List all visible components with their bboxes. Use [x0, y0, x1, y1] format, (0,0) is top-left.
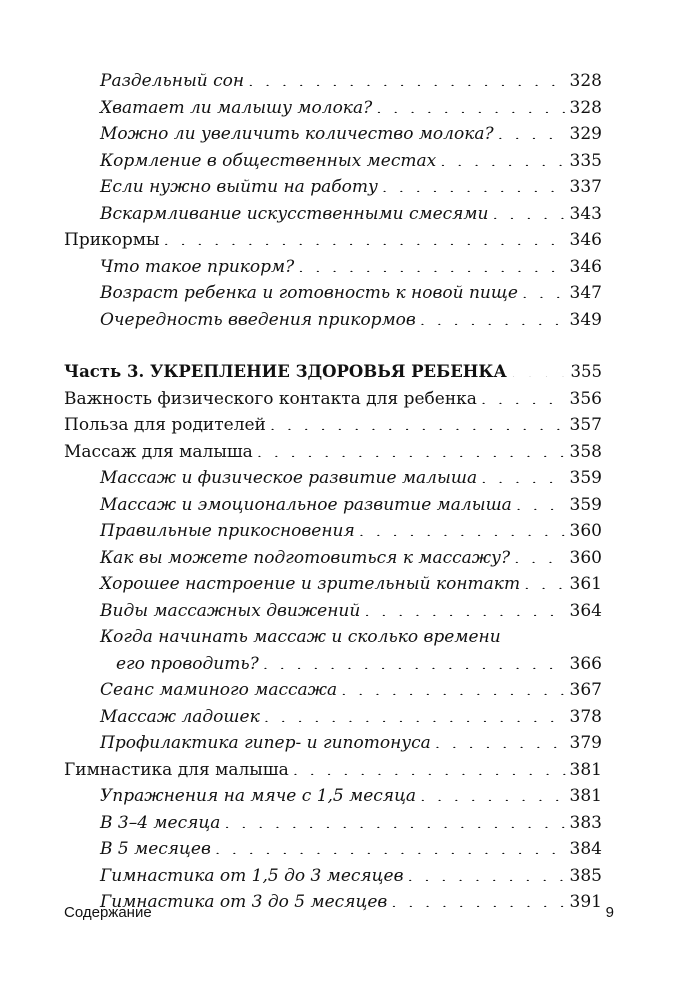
toc-dot-leader: [420, 784, 565, 801]
toc-entry: [64, 863, 602, 890]
toc-dot-leader: [435, 731, 566, 748]
toc-dot-leader: [511, 361, 567, 378]
toc-entry: [64, 545, 602, 572]
toc-dot-leader: [376, 96, 565, 113]
toc-entry-title: Хорошее настроение и зрительный контакт: [100, 571, 524, 598]
toc-entry: [64, 307, 602, 334]
toc-dot-leader: [382, 175, 566, 192]
toc-dot-leader: [257, 440, 566, 457]
toc-entry-page: 337: [569, 177, 602, 197]
toc-entry-page: 343: [569, 203, 602, 224]
toc-dot-leader: [341, 678, 565, 695]
toc-entry: [64, 174, 602, 201]
toc-entry: [64, 518, 602, 545]
page-footer: [64, 904, 614, 921]
toc-entry-title: Важность физического контакта для ребенка: [64, 386, 481, 413]
toc-entry-title: Что такое прикорм?: [100, 254, 298, 281]
toc-entry-page: 361: [569, 574, 602, 594]
toc-dot-leader: [524, 572, 565, 589]
toc-entry-title: Сеанс маминого массажа: [100, 677, 341, 704]
toc-entry-page: 355: [570, 362, 602, 381]
toc-entry-title: Массаж и физическое развитие малыша: [100, 465, 481, 492]
toc-entry: [64, 757, 602, 784]
toc-entry: [64, 201, 602, 228]
toc-entry-page: 359: [569, 494, 602, 515]
toc-entry-title: Очередность введения прикормов: [100, 307, 420, 334]
toc-entry-page: 367: [569, 680, 602, 700]
toc-entry: [64, 624, 602, 651]
toc-entry-title: Профилактика гипер- и гипотонуса: [100, 730, 435, 757]
toc-entry-page: 359: [569, 468, 602, 488]
toc-dot-leader: [440, 149, 565, 166]
toc-entry: [64, 783, 602, 810]
toc-entry: [64, 810, 602, 837]
toc-entry-title: Массаж и эмоциональное развитие малыша: [100, 492, 516, 519]
toc-entry-page: 335: [569, 150, 602, 171]
toc-entry: [64, 730, 602, 757]
toc-dot-leader: [481, 466, 565, 483]
toc-entry-title: Можно ли увеличить количество молока?: [100, 121, 498, 148]
toc-entry-page: 329: [569, 124, 602, 144]
toc-entry: [64, 227, 602, 254]
toc-entry-page: 364: [569, 600, 602, 621]
toc-entry: [64, 121, 602, 148]
toc-dot-leader: [293, 758, 566, 775]
toc-entry-page: 328: [569, 71, 602, 91]
toc-entry-title: Упражнения на мяче с 1,5 месяца: [100, 783, 420, 810]
toc-entry-title: Как вы можете подготовиться к массажу?: [100, 545, 514, 572]
toc-entry-page: 346: [569, 256, 602, 277]
toc-entry-title: Гимнастика от 1,5 до 3 месяцев: [100, 863, 408, 890]
toc-entry: [64, 651, 602, 678]
toc-dot-leader: [516, 493, 566, 510]
toc-dot-leader: [270, 413, 566, 430]
toc-entry-page: 357: [569, 415, 602, 435]
toc-entry-title: Виды массажных движений: [100, 598, 364, 625]
toc-entry-title: Массаж ладошек: [100, 704, 264, 731]
toc-entry-title: В 3–4 месяца: [100, 810, 224, 837]
toc-dot-leader: [492, 202, 565, 219]
toc-entry-title: Гимнастика от 3 до 5 месяцев: [100, 889, 391, 916]
toc-dot-leader: [498, 122, 566, 139]
toc-dot-leader: [481, 387, 566, 404]
toc-entry: [64, 571, 602, 598]
toc-entry-page: 328: [569, 97, 602, 118]
toc-entry: [64, 598, 602, 625]
toc-entry-page: 346: [569, 230, 602, 250]
toc-entry: [64, 386, 602, 413]
toc-entry-title: В 5 месяцев: [100, 836, 215, 863]
toc-entry-page: 385: [569, 865, 602, 886]
toc-entry: [64, 359, 602, 386]
toc-entry-title: Польза для родителей: [64, 412, 270, 439]
toc-entry: [64, 439, 602, 466]
toc-entry-page: 384: [569, 839, 602, 859]
toc-entry-page: 360: [569, 521, 602, 541]
toc-dot-leader: [364, 599, 565, 616]
toc-entry-page: 378: [569, 706, 602, 727]
toc-entry-title: Часть 3. УКРЕПЛЕНИЕ ЗДОРОВЬЯ РЕБЕНКА: [64, 359, 511, 386]
toc-entry: [64, 492, 602, 519]
toc-entry-page: 356: [569, 388, 602, 409]
toc-entry-title: Возраст ребенка и готовность к новой пище: [100, 280, 522, 307]
toc-dot-leader: [420, 308, 566, 325]
toc-entry-title: его проводить?: [116, 651, 263, 678]
toc-dot-leader: [298, 255, 565, 272]
toc-entry: [64, 68, 602, 95]
toc-entry-page: 391: [569, 892, 602, 912]
toc-entry-title: Раздельный сон: [100, 68, 248, 95]
toc-dot-leader: [408, 864, 566, 881]
toc-entry-page: 366: [569, 653, 602, 674]
toc-entry-title: Если нужно выйти на работу: [100, 174, 382, 201]
toc-entry: [64, 677, 602, 704]
toc-entry: [64, 836, 602, 863]
toc-dot-leader: [359, 519, 566, 536]
toc-dot-leader: [263, 652, 566, 669]
toc-entry-page: 383: [569, 812, 602, 833]
toc-dot-leader: [164, 228, 566, 245]
footer-page-number: 9: [605, 904, 614, 921]
toc-dot-leader: [224, 811, 565, 828]
toc-entry-title: Массаж для малыша: [64, 439, 257, 466]
toc-entry: [64, 412, 602, 439]
toc-entry-title: Когда начинать массаж и сколько времени: [100, 624, 505, 651]
toc-entry-title: Кормление в общественных местах: [100, 148, 440, 175]
toc-dot-leader: [215, 837, 566, 854]
toc-dot-leader: [264, 705, 566, 722]
toc-entry-page: 360: [569, 547, 602, 568]
toc-entry: [64, 704, 602, 731]
toc-entry: [64, 148, 602, 175]
toc-entry-title: Гимнастика для малыша: [64, 757, 293, 784]
toc-entry-page: 347: [569, 283, 602, 303]
toc-entry-page: 381: [569, 786, 602, 806]
toc-entry-page: 358: [569, 441, 602, 462]
table-of-contents: [64, 68, 602, 916]
footer-section-title: Содержание: [64, 904, 152, 921]
toc-dot-leader: [522, 281, 566, 298]
toc-entry: [64, 95, 602, 122]
toc-entry-title: Правильные прикосновения: [100, 518, 359, 545]
toc-entry-page: 381: [569, 759, 602, 780]
toc-dot-leader: [248, 69, 565, 86]
toc-entry-page: 379: [569, 733, 602, 753]
toc-entry-title: Хватает ли малышу молока?: [100, 95, 376, 122]
toc-entry-page: 349: [569, 309, 602, 330]
toc-entry-title: Прикормы: [64, 227, 164, 254]
toc-entry: [64, 254, 602, 281]
toc-entry-title: Вскармливание искусственными смесями: [100, 201, 492, 228]
toc-entry: [64, 280, 602, 307]
toc-dot-leader: [514, 546, 565, 563]
toc-entry: [64, 465, 602, 492]
